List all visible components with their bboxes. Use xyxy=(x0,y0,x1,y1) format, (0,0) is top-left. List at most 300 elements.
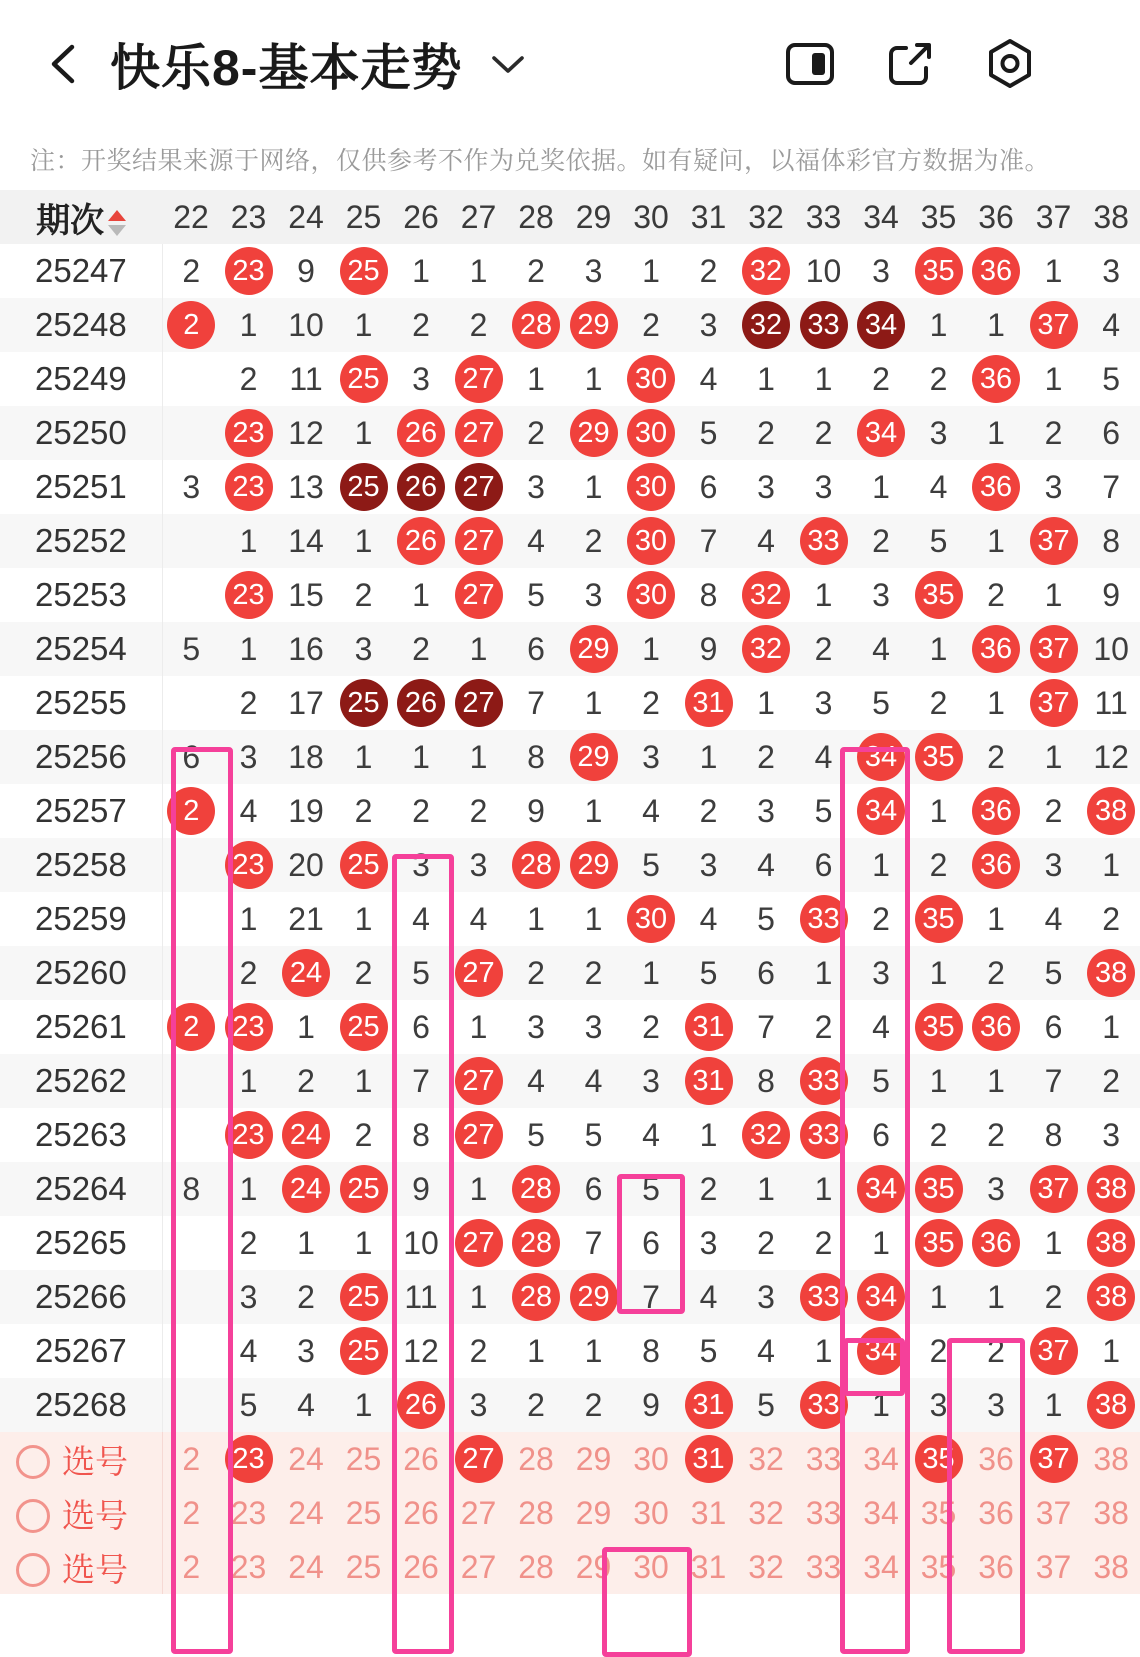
cell-32[interactable] xyxy=(737,1216,795,1270)
cell-33[interactable] xyxy=(795,1270,853,1324)
cell-33[interactable] xyxy=(795,784,853,838)
cell-27[interactable] xyxy=(450,460,508,514)
cell-34[interactable] xyxy=(852,1270,910,1324)
pick-cell-22[interactable]: 2 xyxy=(162,1540,220,1594)
cell-29[interactable] xyxy=(565,568,623,622)
cell-27[interactable] xyxy=(450,1000,508,1054)
cell-27[interactable] xyxy=(450,244,508,298)
cell-38[interactable] xyxy=(1082,946,1140,1000)
cell-34[interactable] xyxy=(852,244,910,298)
cell-26[interactable] xyxy=(392,1324,450,1378)
table-row[interactable] xyxy=(0,1378,1140,1432)
cell-24[interactable] xyxy=(277,1216,335,1270)
cell-22[interactable] xyxy=(162,298,220,352)
pick-cell-37[interactable]: 37 xyxy=(1025,1540,1083,1594)
column-header-24[interactable]: 24 xyxy=(277,190,335,244)
cell-27[interactable] xyxy=(450,1324,508,1378)
cell-26[interactable] xyxy=(392,514,450,568)
cell-35[interactable] xyxy=(910,1378,968,1432)
cell-29[interactable] xyxy=(565,1216,623,1270)
cell-30[interactable] xyxy=(622,1216,680,1270)
cell-23[interactable] xyxy=(220,460,278,514)
back-icon[interactable] xyxy=(42,41,88,87)
cell-24[interactable] xyxy=(277,460,335,514)
cell-23[interactable] xyxy=(220,244,278,298)
cell-22[interactable] xyxy=(162,946,220,1000)
cell-34[interactable] xyxy=(852,460,910,514)
cell-24[interactable] xyxy=(277,622,335,676)
cell-30[interactable] xyxy=(622,784,680,838)
cell-24[interactable] xyxy=(277,298,335,352)
cell-34[interactable] xyxy=(852,514,910,568)
cell-28[interactable] xyxy=(507,244,565,298)
cell-23[interactable] xyxy=(220,1216,278,1270)
cell-24[interactable] xyxy=(277,1162,335,1216)
pick-cell-23[interactable]: 23 xyxy=(220,1540,278,1594)
pick-cell-33[interactable]: 33 xyxy=(795,1432,853,1486)
cell-29[interactable] xyxy=(565,1000,623,1054)
column-header-22[interactable]: 22 xyxy=(162,190,220,244)
cell-25[interactable] xyxy=(335,1162,393,1216)
pick-cell-34[interactable]: 34 xyxy=(852,1540,910,1594)
cell-30[interactable] xyxy=(622,946,680,1000)
cell-25[interactable] xyxy=(335,406,393,460)
cell-30[interactable] xyxy=(622,1108,680,1162)
cell-35[interactable] xyxy=(910,1270,968,1324)
cell-28[interactable] xyxy=(507,298,565,352)
cell-31[interactable] xyxy=(680,1108,738,1162)
cell-29[interactable] xyxy=(565,1162,623,1216)
cell-22[interactable] xyxy=(162,622,220,676)
pick-cell-29[interactable]: 29 xyxy=(565,1432,623,1486)
cell-30[interactable] xyxy=(622,622,680,676)
cell-29[interactable] xyxy=(565,1324,623,1378)
cell-37[interactable] xyxy=(1025,1162,1083,1216)
cell-22[interactable] xyxy=(162,406,220,460)
pick-cell-31[interactable] xyxy=(680,1432,738,1486)
column-header-35[interactable]: 35 xyxy=(910,190,968,244)
cell-33[interactable] xyxy=(795,1162,853,1216)
layout-toggle-icon[interactable] xyxy=(774,28,846,100)
pick-cell-23[interactable] xyxy=(220,1432,278,1486)
cell-25[interactable] xyxy=(335,1324,393,1378)
cell-33[interactable] xyxy=(795,460,853,514)
pick-cell-25[interactable]: 25 xyxy=(335,1486,393,1540)
pick-cell-33[interactable]: 33 xyxy=(795,1540,853,1594)
pick-cell-27[interactable] xyxy=(450,1432,508,1486)
table-row[interactable] xyxy=(0,1270,1140,1324)
cell-36[interactable] xyxy=(967,298,1025,352)
pick-row-label[interactable] xyxy=(0,1432,162,1486)
cell-28[interactable] xyxy=(507,1054,565,1108)
cell-23[interactable] xyxy=(220,946,278,1000)
cell-28[interactable] xyxy=(507,892,565,946)
pick-cell-26[interactable]: 26 xyxy=(392,1540,450,1594)
column-header-28[interactable]: 28 xyxy=(507,190,565,244)
cell-35[interactable] xyxy=(910,946,968,1000)
cell-34[interactable] xyxy=(852,406,910,460)
cell-38[interactable] xyxy=(1082,1378,1140,1432)
cell-30[interactable] xyxy=(622,244,680,298)
cell-32[interactable] xyxy=(737,676,795,730)
cell-36[interactable] xyxy=(967,1108,1025,1162)
cell-23[interactable] xyxy=(220,1270,278,1324)
cell-36[interactable] xyxy=(967,1162,1025,1216)
cell-31[interactable] xyxy=(680,298,738,352)
cell-23[interactable] xyxy=(220,838,278,892)
cell-28[interactable] xyxy=(507,946,565,1000)
cell-35[interactable] xyxy=(910,1054,968,1108)
cell-31[interactable] xyxy=(680,514,738,568)
column-header-38[interactable]: 38 xyxy=(1082,190,1140,244)
cell-27[interactable] xyxy=(450,946,508,1000)
cell-38[interactable] xyxy=(1082,352,1140,406)
cell-33[interactable] xyxy=(795,1108,853,1162)
cell-32[interactable] xyxy=(737,514,795,568)
cell-38[interactable] xyxy=(1082,298,1140,352)
cell-27[interactable] xyxy=(450,352,508,406)
cell-25[interactable] xyxy=(335,784,393,838)
cell-35[interactable] xyxy=(910,1216,968,1270)
cell-23[interactable] xyxy=(220,784,278,838)
cell-36[interactable] xyxy=(967,838,1025,892)
sort-arrows-icon[interactable] xyxy=(108,208,126,238)
cell-28[interactable] xyxy=(507,1108,565,1162)
cell-34[interactable] xyxy=(852,568,910,622)
cell-34[interactable] xyxy=(852,838,910,892)
table-row[interactable] xyxy=(0,1054,1140,1108)
table-row[interactable] xyxy=(0,1000,1140,1054)
trend-table-container[interactable] xyxy=(0,190,1129,1605)
cell-26[interactable] xyxy=(392,298,450,352)
cell-27[interactable] xyxy=(450,784,508,838)
cell-37[interactable] xyxy=(1025,1270,1083,1324)
cell-33[interactable] xyxy=(795,1000,853,1054)
cell-31[interactable] xyxy=(680,352,738,406)
cell-33[interactable] xyxy=(795,244,853,298)
column-header-30[interactable]: 30 xyxy=(622,190,680,244)
cell-22[interactable] xyxy=(162,1000,220,1054)
cell-23[interactable] xyxy=(220,298,278,352)
cell-34[interactable] xyxy=(852,892,910,946)
cell-26[interactable] xyxy=(392,622,450,676)
cell-28[interactable] xyxy=(507,568,565,622)
pick-cell-29[interactable]: 29 xyxy=(565,1540,623,1594)
pick-cell-31[interactable]: 31 xyxy=(680,1486,738,1540)
cell-31[interactable] xyxy=(680,568,738,622)
cell-34[interactable] xyxy=(852,352,910,406)
cell-32[interactable] xyxy=(737,1054,795,1108)
cell-38[interactable] xyxy=(1082,568,1140,622)
cell-27[interactable] xyxy=(450,1162,508,1216)
cell-27[interactable] xyxy=(450,622,508,676)
cell-35[interactable] xyxy=(910,1324,968,1378)
cell-28[interactable] xyxy=(507,784,565,838)
cell-31[interactable] xyxy=(680,1378,738,1432)
cell-27[interactable] xyxy=(450,730,508,784)
cell-34[interactable] xyxy=(852,1378,910,1432)
cell-29[interactable] xyxy=(565,730,623,784)
cell-35[interactable] xyxy=(910,1000,968,1054)
cell-27[interactable] xyxy=(450,676,508,730)
pick-cell-35[interactable]: 35 xyxy=(910,1540,968,1594)
column-header-25[interactable]: 25 xyxy=(335,190,393,244)
cell-34[interactable] xyxy=(852,1000,910,1054)
column-header-23[interactable]: 23 xyxy=(220,190,278,244)
cell-31[interactable] xyxy=(680,1162,738,1216)
cell-33[interactable] xyxy=(795,838,853,892)
cell-31[interactable] xyxy=(680,244,738,298)
cell-35[interactable] xyxy=(910,784,968,838)
cell-38[interactable] xyxy=(1082,406,1140,460)
cell-24[interactable] xyxy=(277,1270,335,1324)
cell-31[interactable] xyxy=(680,460,738,514)
pick-cell-30[interactable]: 30 xyxy=(622,1540,680,1594)
cell-31[interactable] xyxy=(680,1270,738,1324)
pick-cell-26[interactable]: 26 xyxy=(392,1486,450,1540)
cell-31[interactable] xyxy=(680,406,738,460)
table-row[interactable] xyxy=(0,352,1140,406)
cell-29[interactable] xyxy=(565,1378,623,1432)
cell-24[interactable] xyxy=(277,730,335,784)
pick-cell-30[interactable]: 30 xyxy=(622,1432,680,1486)
cell-22[interactable] xyxy=(162,784,220,838)
pick-cell-34[interactable]: 34 xyxy=(852,1432,910,1486)
cell-38[interactable] xyxy=(1082,1270,1140,1324)
cell-33[interactable] xyxy=(795,514,853,568)
cell-24[interactable] xyxy=(277,946,335,1000)
cell-38[interactable] xyxy=(1082,1216,1140,1270)
cell-36[interactable] xyxy=(967,1270,1025,1324)
cell-22[interactable] xyxy=(162,838,220,892)
cell-36[interactable] xyxy=(967,730,1025,784)
cell-25[interactable] xyxy=(335,730,393,784)
cell-27[interactable] xyxy=(450,514,508,568)
cell-33[interactable] xyxy=(795,730,853,784)
cell-31[interactable] xyxy=(680,1216,738,1270)
cell-37[interactable] xyxy=(1025,1000,1083,1054)
cell-32[interactable] xyxy=(737,784,795,838)
pick-cell-37[interactable]: 37 xyxy=(1025,1486,1083,1540)
cell-31[interactable] xyxy=(680,838,738,892)
cell-33[interactable] xyxy=(795,946,853,1000)
cell-23[interactable] xyxy=(220,1054,278,1108)
radio-circle-icon[interactable] xyxy=(16,1499,50,1533)
cell-36[interactable] xyxy=(967,676,1025,730)
cell-23[interactable] xyxy=(220,622,278,676)
cell-33[interactable] xyxy=(795,1216,853,1270)
cell-37[interactable] xyxy=(1025,622,1083,676)
cell-24[interactable] xyxy=(277,784,335,838)
cell-35[interactable] xyxy=(910,460,968,514)
cell-28[interactable] xyxy=(507,676,565,730)
cell-26[interactable] xyxy=(392,460,450,514)
share-icon[interactable] xyxy=(874,28,946,100)
cell-30[interactable] xyxy=(622,1324,680,1378)
cell-36[interactable] xyxy=(967,946,1025,1000)
radio-circle-icon[interactable] xyxy=(16,1445,50,1479)
column-header-32[interactable]: 32 xyxy=(737,190,795,244)
cell-31[interactable] xyxy=(680,1054,738,1108)
cell-37[interactable] xyxy=(1025,730,1083,784)
cell-25[interactable] xyxy=(335,838,393,892)
cell-32[interactable] xyxy=(737,352,795,406)
cell-33[interactable] xyxy=(795,568,853,622)
cell-25[interactable] xyxy=(335,1108,393,1162)
cell-26[interactable] xyxy=(392,730,450,784)
cell-29[interactable] xyxy=(565,244,623,298)
pick-cell-34[interactable]: 34 xyxy=(852,1486,910,1540)
cell-23[interactable] xyxy=(220,406,278,460)
cell-35[interactable] xyxy=(910,352,968,406)
cell-27[interactable] xyxy=(450,1108,508,1162)
cell-32[interactable] xyxy=(737,1270,795,1324)
column-header-26[interactable]: 26 xyxy=(392,190,450,244)
period-column-header[interactable] xyxy=(0,190,162,244)
pick-cell-32[interactable]: 32 xyxy=(737,1486,795,1540)
cell-25[interactable] xyxy=(335,622,393,676)
cell-26[interactable] xyxy=(392,946,450,1000)
cell-22[interactable] xyxy=(162,676,220,730)
cell-37[interactable] xyxy=(1025,946,1083,1000)
pick-cell-32[interactable]: 32 xyxy=(737,1432,795,1486)
cell-29[interactable] xyxy=(565,622,623,676)
cell-28[interactable] xyxy=(507,1000,565,1054)
cell-30[interactable] xyxy=(622,838,680,892)
pick-cell-36[interactable]: 36 xyxy=(967,1486,1025,1540)
cell-30[interactable] xyxy=(622,1054,680,1108)
cell-26[interactable] xyxy=(392,838,450,892)
cell-23[interactable] xyxy=(220,892,278,946)
cell-33[interactable] xyxy=(795,676,853,730)
cell-28[interactable] xyxy=(507,730,565,784)
cell-24[interactable] xyxy=(277,1000,335,1054)
cell-25[interactable] xyxy=(335,1000,393,1054)
cell-29[interactable] xyxy=(565,460,623,514)
column-header-27[interactable]: 27 xyxy=(450,190,508,244)
cell-28[interactable] xyxy=(507,1270,565,1324)
cell-37[interactable] xyxy=(1025,406,1083,460)
cell-22[interactable] xyxy=(162,1216,220,1270)
pick-cell-28[interactable]: 28 xyxy=(507,1486,565,1540)
cell-26[interactable] xyxy=(392,1270,450,1324)
cell-24[interactable] xyxy=(277,838,335,892)
column-header-31[interactable]: 31 xyxy=(680,190,738,244)
cell-34[interactable] xyxy=(852,1324,910,1378)
cell-31[interactable] xyxy=(680,946,738,1000)
pick-cell-36[interactable]: 36 xyxy=(967,1432,1025,1486)
cell-22[interactable] xyxy=(162,352,220,406)
cell-25[interactable] xyxy=(335,1054,393,1108)
cell-35[interactable] xyxy=(910,676,968,730)
column-header-29[interactable]: 29 xyxy=(565,190,623,244)
cell-22[interactable] xyxy=(162,244,220,298)
cell-29[interactable] xyxy=(565,946,623,1000)
column-header-37[interactable]: 37 xyxy=(1025,190,1083,244)
cell-36[interactable] xyxy=(967,352,1025,406)
cell-29[interactable] xyxy=(565,406,623,460)
cell-30[interactable] xyxy=(622,1000,680,1054)
cell-26[interactable] xyxy=(392,1378,450,1432)
cell-32[interactable] xyxy=(737,568,795,622)
cell-32[interactable] xyxy=(737,622,795,676)
table-row[interactable] xyxy=(0,1216,1140,1270)
pick-cell-22[interactable]: 2 xyxy=(162,1486,220,1540)
cell-37[interactable] xyxy=(1025,460,1083,514)
cell-25[interactable] xyxy=(335,514,393,568)
cell-25[interactable] xyxy=(335,1378,393,1432)
table-row[interactable] xyxy=(0,676,1140,730)
cell-23[interactable] xyxy=(220,1108,278,1162)
cell-25[interactable] xyxy=(335,352,393,406)
table-row[interactable] xyxy=(0,1162,1140,1216)
cell-25[interactable] xyxy=(335,298,393,352)
table-row[interactable] xyxy=(0,460,1140,514)
cell-37[interactable] xyxy=(1025,838,1083,892)
pick-cell-35[interactable] xyxy=(910,1432,968,1486)
cell-31[interactable] xyxy=(680,784,738,838)
cell-33[interactable] xyxy=(795,1054,853,1108)
cell-38[interactable] xyxy=(1082,892,1140,946)
cell-30[interactable] xyxy=(622,298,680,352)
cell-36[interactable] xyxy=(967,460,1025,514)
cell-30[interactable] xyxy=(622,460,680,514)
cell-31[interactable] xyxy=(680,1000,738,1054)
cell-31[interactable] xyxy=(680,676,738,730)
cell-33[interactable] xyxy=(795,352,853,406)
pick-row[interactable] xyxy=(0,1432,1140,1486)
cell-28[interactable] xyxy=(507,460,565,514)
cell-28[interactable] xyxy=(507,1378,565,1432)
cell-22[interactable] xyxy=(162,1108,220,1162)
pick-cell-31[interactable]: 31 xyxy=(680,1540,738,1594)
cell-33[interactable] xyxy=(795,406,853,460)
pick-cell-33[interactable]: 33 xyxy=(795,1486,853,1540)
cell-32[interactable] xyxy=(737,1378,795,1432)
table-row[interactable] xyxy=(0,622,1140,676)
pick-cell-23[interactable]: 23 xyxy=(220,1486,278,1540)
cell-36[interactable] xyxy=(967,784,1025,838)
cell-25[interactable] xyxy=(335,1270,393,1324)
cell-38[interactable] xyxy=(1082,1054,1140,1108)
cell-35[interactable] xyxy=(910,568,968,622)
cell-35[interactable] xyxy=(910,244,968,298)
cell-27[interactable] xyxy=(450,1378,508,1432)
table-row[interactable] xyxy=(0,1108,1140,1162)
cell-35[interactable] xyxy=(910,838,968,892)
cell-37[interactable] xyxy=(1025,352,1083,406)
pick-cell-24[interactable]: 24 xyxy=(277,1540,335,1594)
pick-cell-32[interactable]: 32 xyxy=(737,1540,795,1594)
cell-26[interactable] xyxy=(392,1108,450,1162)
cell-25[interactable] xyxy=(335,676,393,730)
cell-26[interactable] xyxy=(392,892,450,946)
cell-29[interactable] xyxy=(565,352,623,406)
cell-38[interactable] xyxy=(1082,1324,1140,1378)
cell-34[interactable] xyxy=(852,730,910,784)
table-row[interactable] xyxy=(0,298,1140,352)
cell-32[interactable] xyxy=(737,946,795,1000)
cell-27[interactable] xyxy=(450,1054,508,1108)
cell-22[interactable] xyxy=(162,1324,220,1378)
pick-cell-38[interactable]: 38 xyxy=(1082,1540,1140,1594)
cell-34[interactable] xyxy=(852,1054,910,1108)
cell-34[interactable] xyxy=(852,1216,910,1270)
cell-28[interactable] xyxy=(507,406,565,460)
cell-37[interactable] xyxy=(1025,1108,1083,1162)
cell-24[interactable] xyxy=(277,568,335,622)
cell-34[interactable] xyxy=(852,622,910,676)
